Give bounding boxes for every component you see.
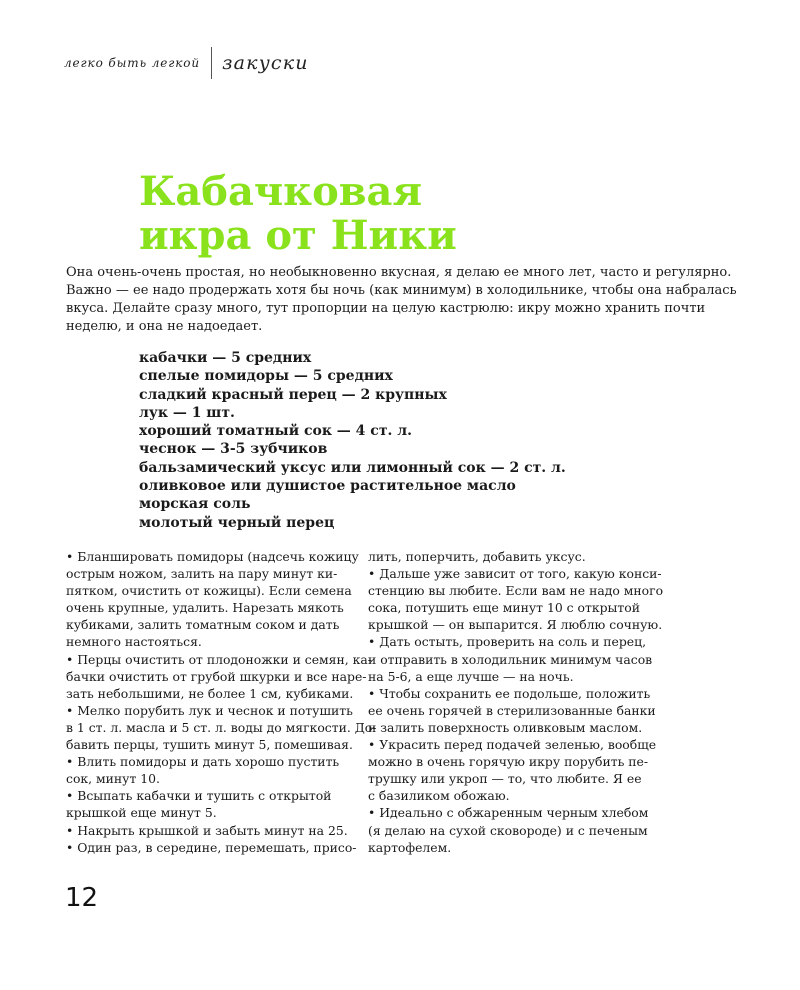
ingredient-item: молотый черный перец	[139, 514, 335, 531]
step-line: картофелем.	[368, 839, 452, 855]
ingredient-item: сладкий красный перец — 2 крупных	[139, 386, 447, 403]
step-line: • Бланшировать помидоры (надсечь кожицу	[66, 549, 359, 564]
page-number: 12	[65, 883, 99, 913]
step-line: • Дать остыть, проверить на соль и перец,	[368, 634, 647, 650]
step-line: зать небольшими, не более 1 см, кубиками.	[66, 685, 354, 701]
ingredient-item: лук — 1 шт.	[139, 404, 235, 421]
step-line: с базиликом обожаю.	[368, 788, 510, 804]
ingredient-item: бальзамический уксус или лимонный сок — 2 ст. л.	[139, 459, 566, 476]
step-line: в 1 ст. л. масла и 5 ст. л. воды до мягкости. До-	[66, 719, 377, 735]
step-line: трушку или укроп — то, что любите. Я ее	[368, 771, 642, 787]
step-line: бавить перцы, тушить минут 5, помешивая.	[66, 737, 353, 753]
ingredient-item: кабачки — 5 средних	[139, 350, 312, 366]
running-head	[64, 46, 309, 80]
ingredient-item: чеснок — 3-5 зубчиков	[139, 441, 328, 458]
intro-line: вкуса. Делайте сразу много, тут пропорции на целую кастрюлю: икру можно хранить почти	[66, 301, 706, 316]
ingredients-list	[139, 349, 566, 532]
recipe-intro	[66, 264, 737, 336]
step-line: сока, потушить еще минут 10 с открытой	[368, 600, 640, 616]
step-line: лить, поперчить, добавить уксус.	[368, 549, 586, 564]
step-line: (я делаю на сухой сковороде) и с печеным	[368, 822, 648, 838]
recipe-title	[139, 170, 457, 258]
step-line: • Влить помидоры и дать хорошо пустить	[66, 754, 340, 770]
step-line: ее очень горячей в стерилизованные банки	[368, 702, 656, 718]
header-divider	[211, 47, 212, 79]
step-line: пятком, очистить от кожицы). Если семена	[66, 583, 352, 599]
section-name: закуски	[222, 52, 309, 74]
step-line: • Накрыть крышкой и забыть минут на 25.	[66, 822, 348, 838]
step-line: и отправить в холодильник минимум часов	[368, 651, 653, 667]
step-line: • Всыпать кабачки и тушить с открытой	[66, 788, 332, 804]
step-line: и залить поверхность оливковым маслом.	[368, 719, 643, 735]
recipe-title-line: икра от Ники	[139, 212, 457, 259]
ingredient-item: морская соль	[139, 496, 251, 513]
step-line: стенцию вы любите. Если вам не надо много	[368, 583, 664, 599]
ingredient-item: оливковое или душистое растительное масло	[139, 478, 516, 495]
step-line: • Перцы очистить от плодоножки и семян, ка-	[66, 651, 372, 667]
step-line: бачки очистить от грубой шкурки и все наре-	[66, 668, 367, 684]
step-line: • Чтобы сохранить ее подольше, положить	[368, 685, 651, 701]
step-line: очень крупные, удалить. Нарезать мякоть	[66, 600, 344, 616]
step-line: можно в очень горячую икру порубить пе-	[368, 754, 649, 770]
intro-line: Важно — ее надо продержать хотя бы ночь (как минимум) в холодильнике, чтобы она набралась	[66, 283, 737, 298]
intro-line: неделю, и она не надоедает.	[66, 319, 263, 334]
steps-column-right	[368, 548, 663, 856]
step-line: • Один раз, в середине, перемешать, присо-	[66, 839, 357, 855]
step-line: кубиками, залить томатным соком и дать	[66, 617, 340, 633]
step-line: • Мелко порубить лук и чеснок и потушить	[66, 702, 353, 718]
book-title: легко быть легкой	[64, 56, 201, 70]
recipe-title-line: Кабачковая	[139, 168, 423, 215]
step-line: • Украсить перед подачей зеленью, вообще	[368, 737, 657, 753]
intro-line: Она очень-очень простая, но необыкновенно вкусная, я делаю ее много лет, часто и регулярно.	[66, 265, 732, 280]
step-line: крышкой еще минут 5.	[66, 805, 217, 821]
ingredient-item: спелые помидоры — 5 средних	[139, 368, 393, 385]
step-line: на 5-6, а еще лучше — на ночь.	[368, 668, 574, 684]
step-line: сок, минут 10.	[66, 771, 160, 787]
ingredient-item: хороший томатный сок — 4 ст. л.	[139, 423, 412, 440]
steps-column-left	[66, 548, 376, 856]
step-line: крышкой — он выпарится. Я люблю сочную.	[368, 617, 663, 633]
step-line: • Идеально с обжаренным черным хлебом	[368, 805, 649, 821]
step-line: • Дальше уже зависит от того, какую конси-	[368, 566, 662, 582]
step-line: острым ножом, залить на пару минут ки-	[66, 566, 338, 582]
step-line: немного настояться.	[66, 634, 202, 650]
